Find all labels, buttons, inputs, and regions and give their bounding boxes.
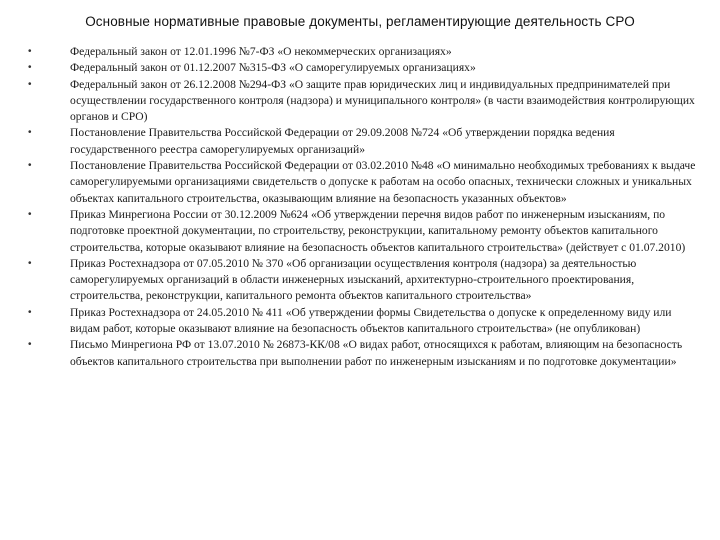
list-item-text: Постановление Правительства Российской Федерации от 03.02.2010 №48 «О минимально необходимых требованиях к выдаче саморегулируемыми организациями свидетельств о допуске к работам на особо опасных, технически сложных и уникальных объектах капитального строительства, оказывающим влияние на безопасность указанных объектов» — [70, 159, 696, 205]
bullet-icon: • — [28, 78, 32, 90]
list-item-text: Приказ Ростехнадзора от 07.05.2010 № 370 «Об организации осуществления контроля (надзора) за деятельностью саморегулируемых организаций в области инженерных изысканий, архитектурно-строительного проектирования, строительства, реконструкции, капитального ремонта объектов капитального строительства» — [70, 256, 637, 303]
document-title: Основные нормативные правовые документы, регламентирующие деятельность СРО — [85, 14, 635, 29]
regulations-list — [28, 44, 696, 370]
list-item — [28, 125, 696, 158]
list-item — [28, 337, 696, 370]
bullet-icon: • — [28, 306, 32, 318]
list-item-text: Федеральный закон от 12.01.1996 №7-ФЗ «О некоммерческих организациях» — [70, 45, 452, 58]
list-item — [28, 207, 696, 256]
list-item-text: Приказ Минрегиона России от 30.12.2009 №624 «Об утверждении перечня видов работ по инженерным изысканиям, по подготовке проектной документации, по строительству, реконструкции, капитальному ремонту объектов капитального строительства, которые оказывают влияние на безопасность объектов капитального строительства» (действует с 01.07.2010) — [70, 207, 686, 254]
list-item — [28, 305, 696, 338]
list-item — [28, 44, 696, 60]
list-item-text: Приказ Ростехнадзора от 24.05.2010 № 411 «Об утверждении формы Свидетельства о допуске к определенному виду или видам работ, которые оказывают влияние на безопасность объектов капитального строительства» (не опубликован) — [70, 305, 672, 336]
bullet-icon: • — [28, 339, 32, 351]
list-item — [28, 158, 696, 207]
list-item-text: Федеральный закон от 01.12.2007 №315-ФЗ «О саморегулируемых организациях» — [70, 61, 476, 75]
list-item — [28, 77, 696, 126]
list-item-text: Письмо Минрегиона РФ от 13.07.2010 № 26873-КК/08 «О видах работ, относящихся к работам, влияющим на безопасность объектов капитального строительства при выполнении работ по инженерным изысканиям и по подготовке документации» — [70, 338, 683, 368]
list-item — [28, 256, 696, 305]
bullet-icon: • — [28, 160, 32, 172]
bullet-icon: • — [28, 257, 32, 269]
bullet-icon: • — [28, 62, 32, 74]
list-item-text: Постановление Правительства Российской Федерации от 29.09.2008 №724 «Об утверждении порядка ведения государственного реестра саморегулируемых организаций» — [70, 126, 615, 156]
bullet-icon: • — [28, 208, 32, 220]
list-item-text: Федеральный закон от 26.12.2008 №294-ФЗ «О защите прав юридических лиц и индивидуальных предпринимателей при осуществлении государственного контроля (надзора) и муниципального контроля» (в части взаимодействия контролирующих органов и СРО) — [70, 77, 695, 124]
bullet-icon: • — [28, 46, 32, 57]
bullet-icon: • — [28, 127, 32, 139]
list-item — [28, 60, 696, 76]
